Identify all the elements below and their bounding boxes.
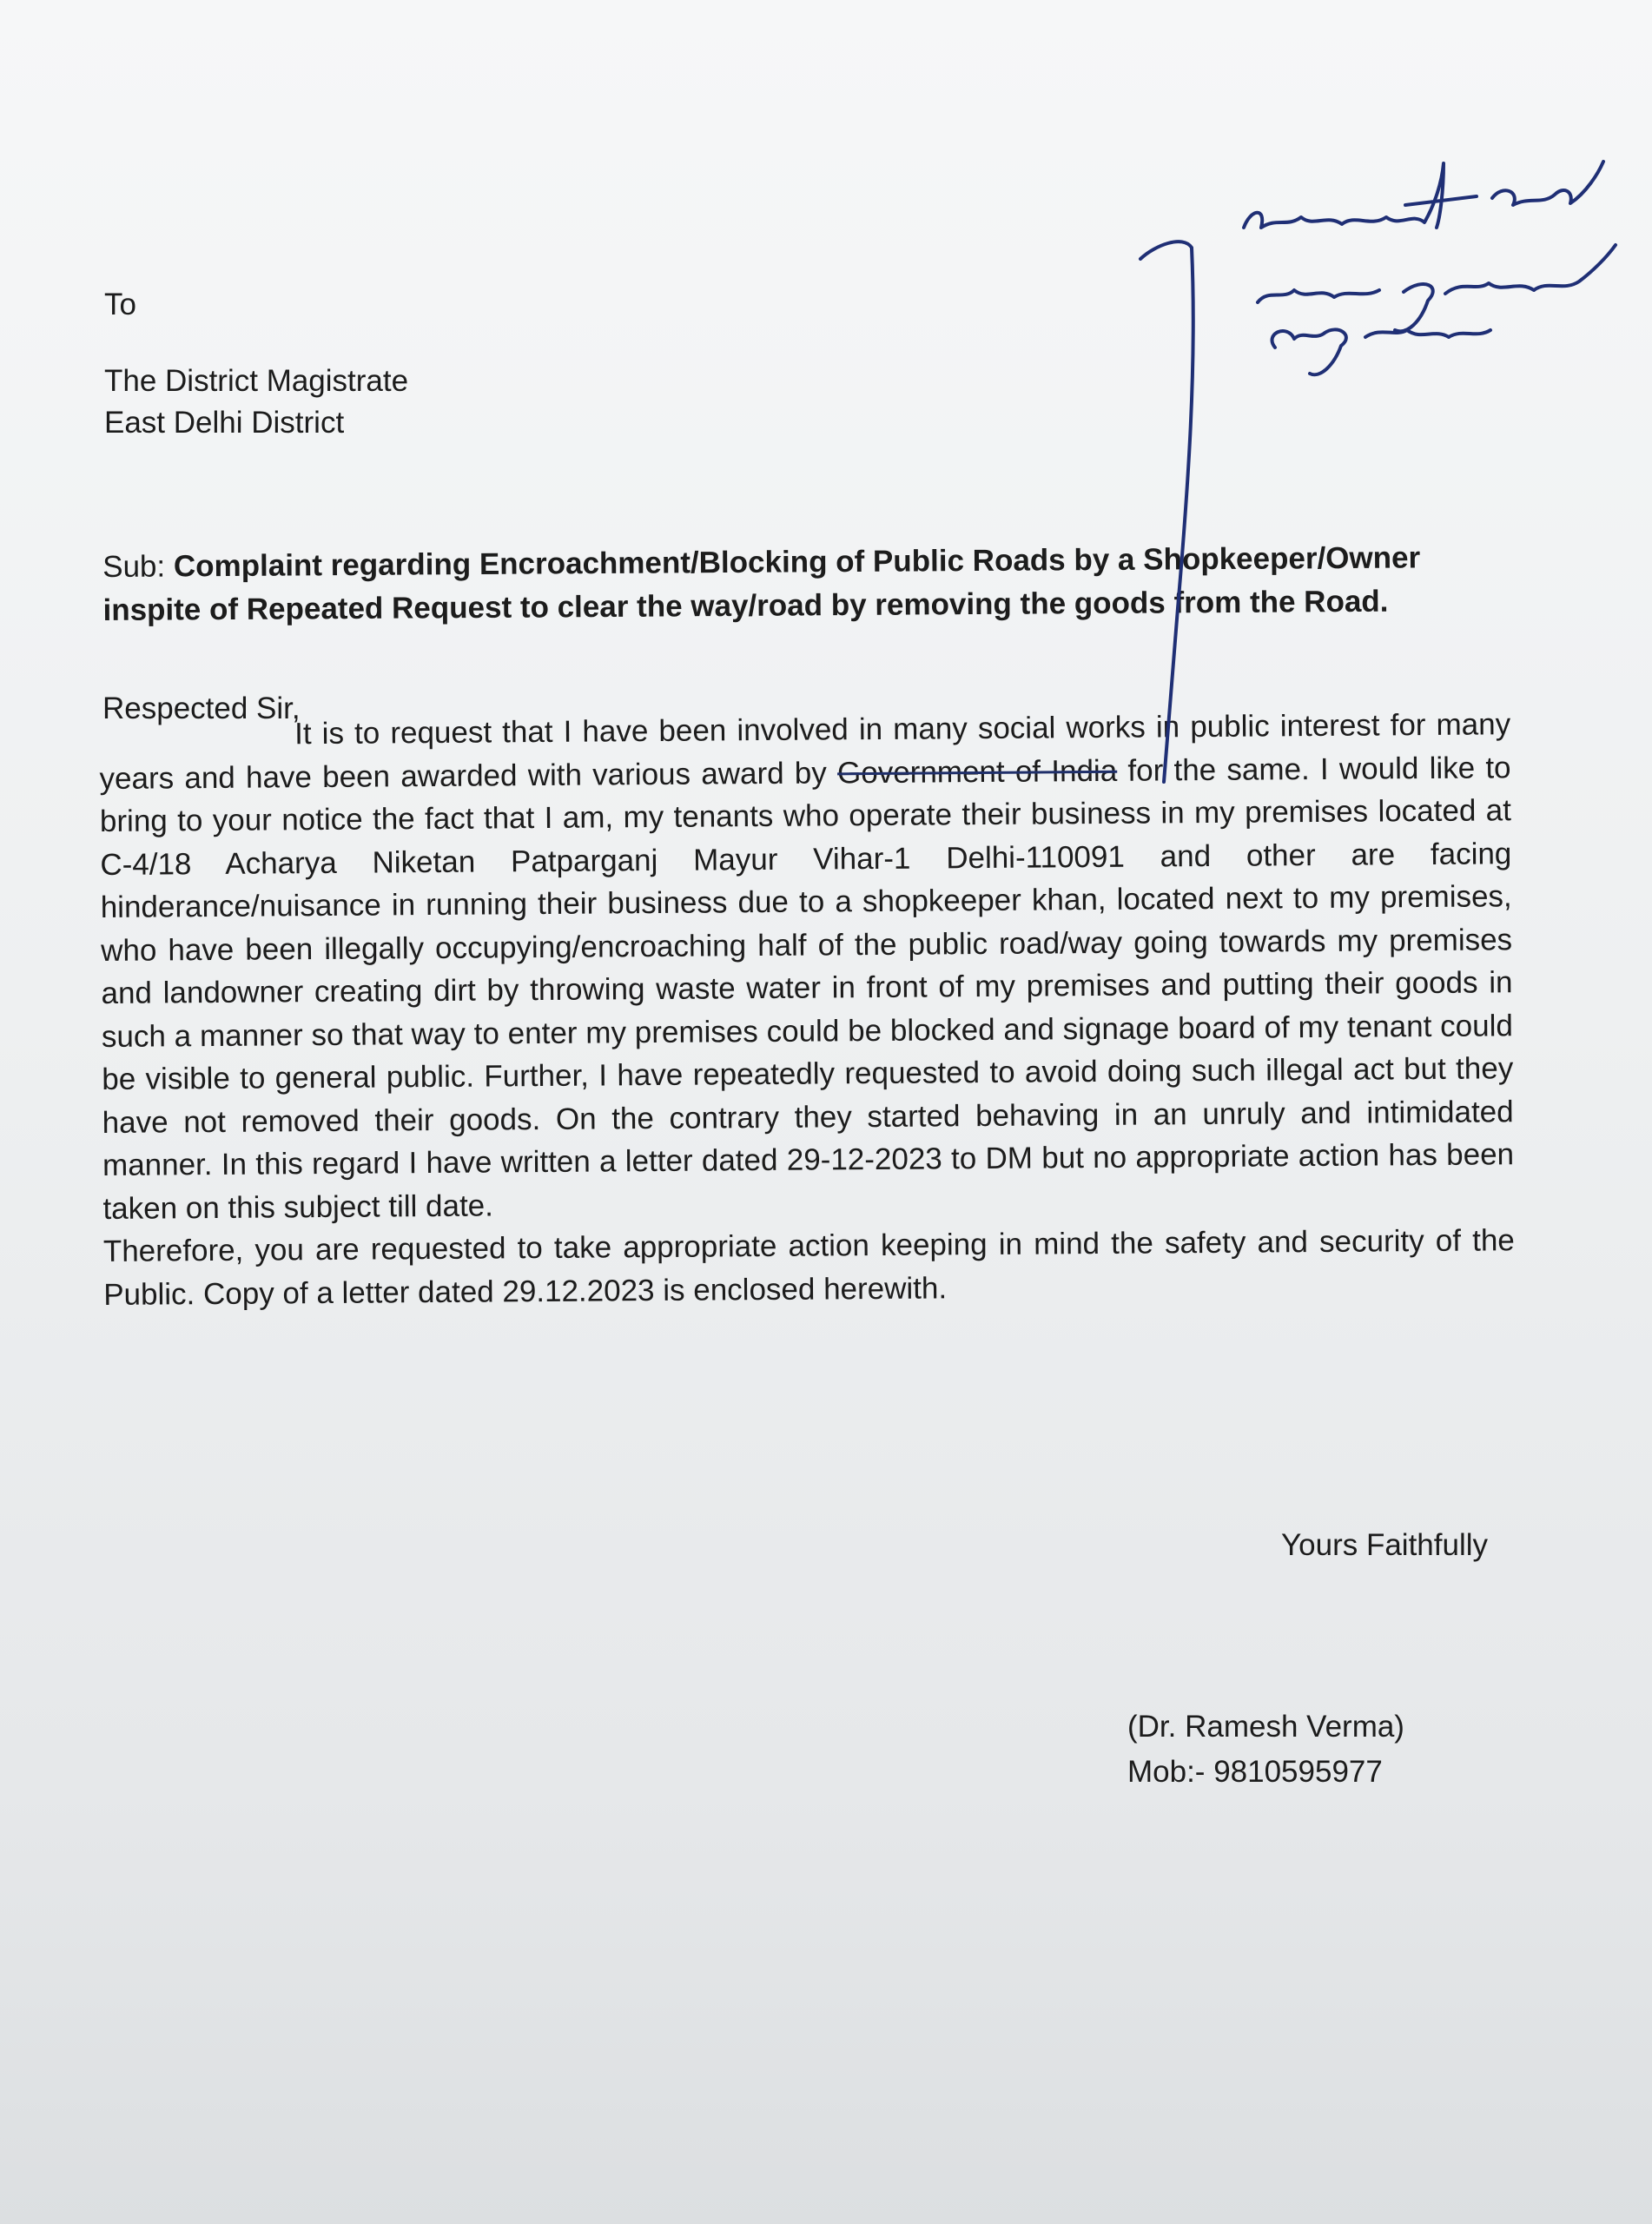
subject-text: Complaint regarding Encroachment/Blocking of Public Roads by a Shopkeeper/Owner inspite of Repeated Request to clear the way/road by removing the goods from the Road. bbox=[102, 540, 1421, 627]
struck-text: Government of India bbox=[836, 753, 1118, 790]
insertion-line bbox=[1140, 242, 1193, 782]
paragraph-1-part-b: for the same. I would like to bring to your notice the fact that I am, my tenants who operate their business in my premises located at C-4/18 Acharya Niketan Patparganj Mayur Vihar-1 Delhi-110091 and other are facing hinderance/nuisance in running their business due to a shopkeeper khan, located next to my premises, who have been illegally occupying/encroaching half of the public road/way going towards my premises and landowner creating dirt by throwing waste water in front of my premises and putting their goods in such a manner so that way to enter my premises could be blocked and signage board of my tenant could be visible to general public. Further, I have repeatedly requested to avoid doing such illegal act but they have not removed their goods. On the contrary they started behaving in an unruly and intimidated manner. In this regard I have written a letter dated 29-12-2023 to DM but no appropriate action has been taken on this subject till date. bbox=[99, 750, 1515, 1226]
subject-prefix: Sub: bbox=[102, 549, 166, 584]
paragraph-2: Therefore, you are requested to take appropriate action keeping in mind the safety and security of the Public. Copy of a letter dated 29.12.2023 is enclosed herewith. bbox=[102, 1223, 1515, 1312]
sender-mobile: Mob:- 9810595977 bbox=[1127, 1755, 1383, 1789]
handwriting-line-2 bbox=[1258, 245, 1616, 331]
recipient-line-2: East Delhi District bbox=[104, 406, 345, 440]
salutation: Respected Sir, bbox=[102, 692, 301, 725]
recipient-line-1: The District Magistrate bbox=[104, 364, 409, 398]
handwriting-line-3 bbox=[1272, 329, 1490, 374]
handwriting-line-1 bbox=[1244, 162, 1603, 228]
closing: Yours Faithfully bbox=[1281, 1528, 1488, 1562]
paragraph-1-part-a: It is to request that I have been involved in many social works in public interest for many years and have been awarded with various award by bbox=[99, 707, 1511, 796]
to-label: To bbox=[104, 288, 136, 321]
sender-name: (Dr. Ramesh Verma) bbox=[1127, 1710, 1404, 1744]
